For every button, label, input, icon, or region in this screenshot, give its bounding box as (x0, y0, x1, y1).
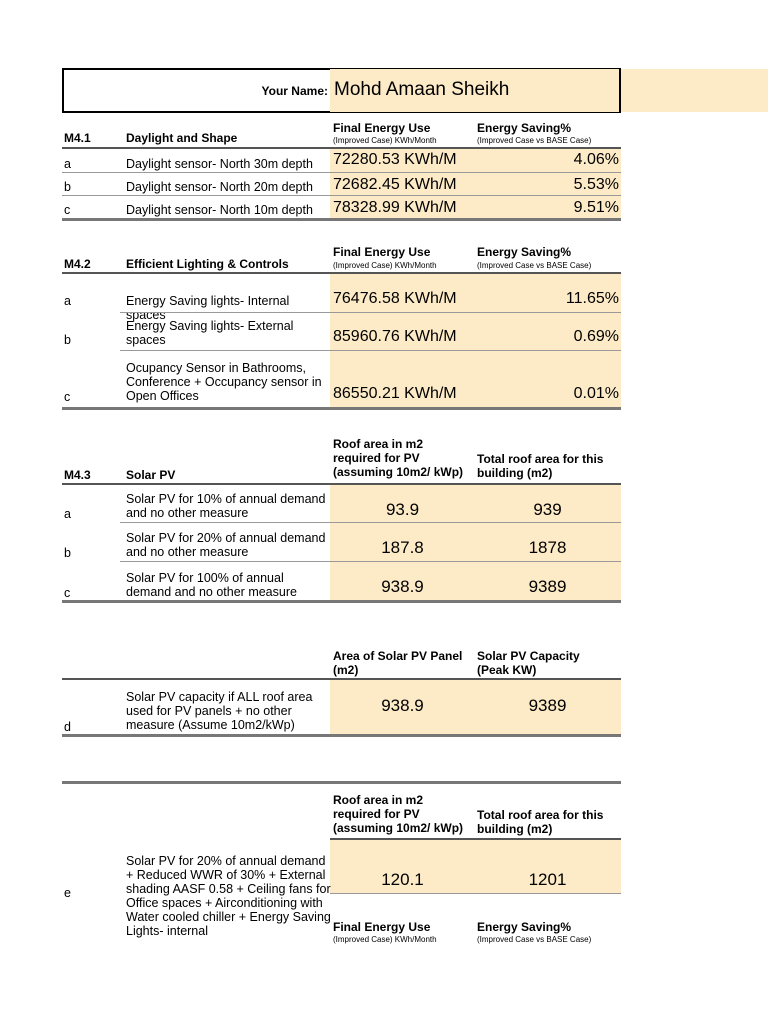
m43-title: Solar PV (126, 468, 176, 482)
name-box-right-border (619, 68, 621, 113)
m43-bottom-rule (62, 600, 621, 603)
m42-row-b-id: b (64, 333, 71, 347)
m42-col2-sub: (Improved Case vs BASE Case) (477, 261, 592, 270)
m42-row-b-energy[interactable]: 85960.76 KWh/M (333, 328, 457, 345)
m41-col2-title: Energy Saving% (477, 121, 572, 135)
e-col4-title: Energy Saving% (477, 920, 572, 934)
m41-bottom-rule (62, 218, 621, 221)
m42-row-b-saving[interactable]: 0.69% (573, 328, 619, 345)
m43-row-c-label: Solar PV for 100% of annual demand and no other measure (126, 571, 297, 599)
m42-row-a-rule (120, 312, 621, 313)
m42-row-a-energy[interactable]: 76476.58 KWh/M (333, 290, 457, 307)
d-col1-title: Area of Solar PV Panel (m2) (333, 649, 463, 677)
m41-col1-sub: (Improved Case) KWh/Month (333, 136, 437, 145)
m43-code: M4.3 (64, 468, 91, 482)
d-row-area[interactable]: 938.9 (381, 696, 424, 715)
m42-row-b-rule (120, 350, 621, 351)
m41-col1-title: Final Energy Use (333, 121, 431, 135)
e-top-rule (62, 781, 621, 784)
e-values-rule (330, 893, 621, 894)
e-row-id: e (64, 886, 71, 900)
m41-row-c-energy[interactable]: 78328.99 KWh/M (333, 199, 457, 216)
m43-row-b-label: Solar PV for 20% of annual demand and no other measure (126, 531, 326, 559)
name-label: Your Name: (261, 84, 328, 98)
m41-row-a-saving[interactable]: 4.06% (573, 151, 619, 168)
m43-row-b-area[interactable]: 187.8 (381, 538, 424, 557)
m43-row-a-id: a (64, 507, 71, 521)
m43-row-a-total[interactable]: 939 (533, 500, 562, 519)
d-col2-title: Solar PV Capacity (Peak KW) (477, 649, 580, 677)
m42-bottom-rule (62, 407, 621, 410)
m42-row-c-saving[interactable]: 0.01% (573, 385, 619, 402)
m43-row-c-area[interactable]: 938.9 (381, 577, 424, 596)
m43-row-a-label: Solar PV for 10% of annual demand and no other measure (126, 492, 326, 520)
m41-row-b-rule (62, 195, 621, 196)
m43-row-c-total[interactable]: 9389 (528, 577, 567, 596)
m41-row-c-saving[interactable]: 9.51% (573, 199, 619, 216)
m41-title: Daylight and Shape (126, 131, 238, 145)
m42-col1-title: Final Energy Use (333, 245, 431, 259)
m43-row-a-area[interactable]: 93.9 (385, 500, 420, 519)
name-value[interactable]: Mohd Amaan Sheikh (334, 79, 510, 100)
m42-row-a-label: Energy Saving lights- Internal spaces (126, 294, 290, 322)
m42-row-a-id: a (64, 294, 71, 308)
m41-row-b-label: Daylight sensor- North 20m depth (126, 180, 313, 194)
m43-row-a-rule (120, 522, 621, 523)
m43-row-b-id: b (64, 546, 71, 560)
m41-col2-sub: (Improved Case vs BASE Case) (477, 136, 592, 145)
m41-row-a-rule (62, 172, 621, 173)
m43-row-b-total[interactable]: 1878 (528, 538, 567, 557)
d-row-id: d (64, 720, 71, 734)
e-col1-title: Roof area in m2 required for PV (assuming 10m2/ kWp) (333, 793, 464, 835)
m43-col2-title: Total roof area for this building (m2) (477, 452, 604, 480)
m42-row-c-label: Ocupancy Sensor in Bathrooms, Conference + Occupancy sensor in Open Offices (126, 361, 322, 403)
m41-row-c-label: Daylight sensor- North 10m depth (126, 203, 313, 217)
e-row-label: Solar PV for 20% of annual demand + Reduced WWR of 30% + External shading AASF 0.58 + Ceiling fans for Office spaces + Airconditioning with Water cooled chiller + Energy Saving Lights- internal (126, 854, 331, 938)
m43-row-b-rule (120, 561, 621, 562)
d-row-label: Solar PV capacity if ALL roof area used for PV panels + no other measure (Assume 10m2/kWp) (126, 690, 313, 732)
d-bottom-rule (62, 734, 621, 737)
m42-col1-sub: (Improved Case) KWh/Month (333, 261, 437, 270)
m42-row-b-label: Energy Saving lights- External spaces (126, 319, 294, 347)
m42-row-c-id: c (64, 390, 71, 404)
m42-row-a-saving[interactable]: 11.65% (565, 290, 619, 307)
m41-code: M4.1 (64, 131, 91, 145)
m43-col1-title: Roof area in m2 required for PV (assuming 10m2/ kWp) (333, 437, 464, 479)
m41-row-b-energy[interactable]: 72682.45 KWh/M (333, 176, 457, 193)
e-label-clip (126, 854, 331, 950)
m42-row-c-energy[interactable]: 86550.21 KWh/M (333, 385, 457, 402)
e-col2-title: Total roof area for this building (m2) (477, 808, 604, 836)
m42-col2-title: Energy Saving% (477, 245, 572, 259)
e-col4-sub: (Improved Case vs BASE Case) (477, 935, 592, 944)
m41-row-a-energy[interactable]: 72280.53 KWh/M (333, 151, 457, 168)
e-col3-title: Final Energy Use (333, 920, 431, 934)
m41-row-a-label: Daylight sensor- North 30m depth (126, 157, 313, 171)
m43-row-c-id: c (64, 586, 71, 600)
m42-code: M4.2 (64, 257, 91, 271)
e-row-total[interactable]: 1201 (528, 870, 567, 889)
e-row-area[interactable]: 120.1 (381, 870, 424, 889)
m41-row-a-id: a (64, 157, 71, 171)
e-col3-sub: (Improved Case) KWh/Month (333, 935, 437, 944)
m42-title: Efficient Lighting & Controls (126, 257, 289, 271)
m41-row-b-saving[interactable]: 5.53% (573, 176, 619, 193)
m41-row-b-id: b (64, 180, 71, 194)
d-row-capacity[interactable]: 9389 (528, 696, 567, 715)
m41-row-c-id: c (64, 203, 71, 217)
